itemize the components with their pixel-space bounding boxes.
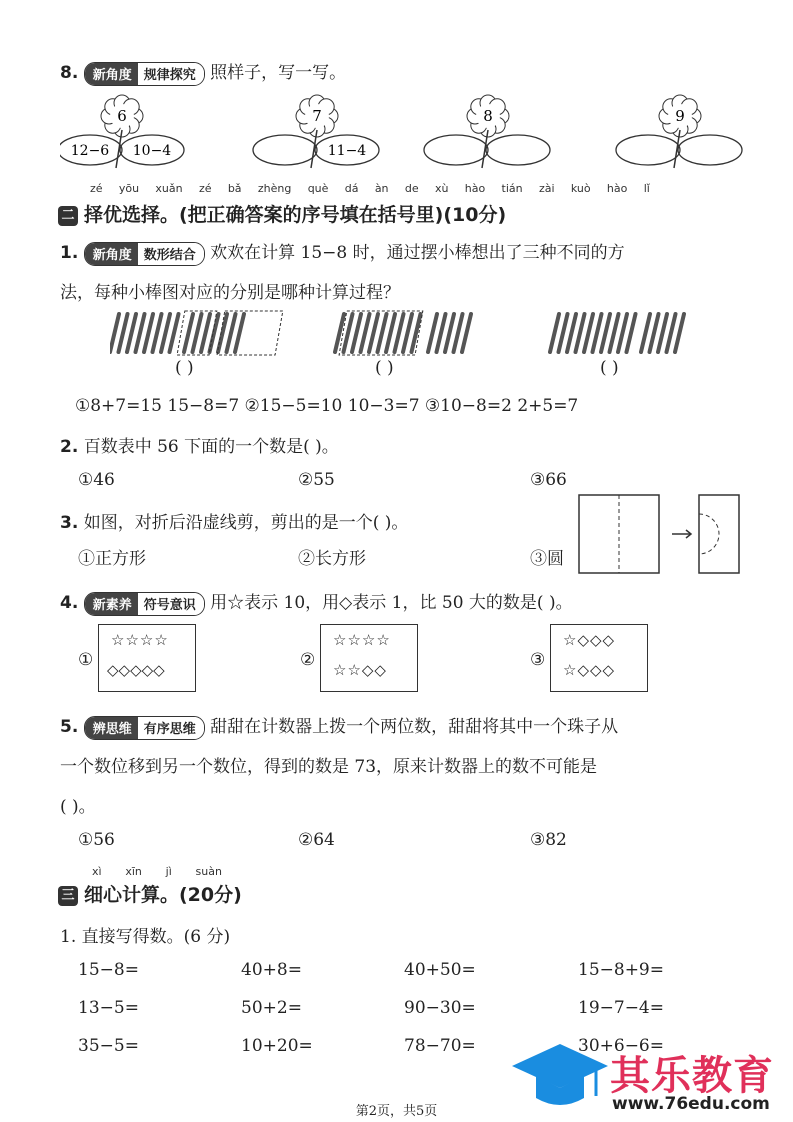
flower-figure [424, 95, 550, 168]
sec2-pinyin [90, 182, 650, 195]
stick [567, 314, 576, 352]
pinyin-syllable: zhèng [257, 182, 292, 195]
tag-b: 有序思维 [138, 717, 204, 739]
stick [153, 314, 162, 352]
q8-number: 8. [60, 63, 79, 83]
p1-options: ①8+7=15 15−8=7 ②15−5=10 10−3=7 ③10−8=2 2+5=7 [75, 396, 579, 416]
p2-text: 百数表中 56 下面的一个数是( )。 [83, 437, 339, 457]
p1-tag [84, 242, 205, 266]
p3-option-1[interactable]: ①正方形 [78, 549, 146, 569]
stick [428, 314, 437, 352]
p5-option-1[interactable]: ①56 [78, 830, 115, 850]
stick [667, 314, 676, 352]
stick [584, 314, 593, 352]
stick [201, 314, 210, 352]
calc-item[interactable]: 10+20= [241, 1036, 313, 1056]
tag-a: 辨思维 [85, 717, 138, 739]
pinyin-syllable: xì [92, 865, 102, 878]
calc-item[interactable]: 50+2= [241, 998, 302, 1018]
stick [675, 314, 684, 352]
flower-figure [616, 95, 742, 168]
stick [161, 314, 170, 352]
leaf-right-text: 11−4 [327, 143, 367, 159]
leaf-right-text: 10−4 [132, 143, 172, 159]
p5-line3: ( )。 [60, 797, 96, 817]
stick [462, 314, 471, 352]
p4-option-3-box[interactable] [550, 624, 648, 692]
pinyin-syllable: zé [90, 182, 103, 195]
stick [559, 314, 568, 352]
tag-b: 数形结合 [138, 243, 204, 265]
stick [369, 314, 378, 352]
calc-item[interactable]: 90−30= [404, 998, 476, 1018]
pinyin-syllable: yōu [118, 182, 140, 195]
tag-a: 新素养 [85, 593, 138, 615]
p5-tag [84, 716, 205, 740]
p4-option-2-label[interactable]: ② [300, 650, 316, 670]
stick [593, 314, 602, 352]
p5-option-3[interactable]: ③82 [530, 830, 567, 850]
mixed-row: ☆☆◇◇ [333, 661, 387, 679]
p3-text: 如图，对折后沿虚线剪，剪出的是一个( )。 [83, 513, 409, 533]
stick [170, 314, 179, 352]
section-2-title [58, 200, 506, 227]
section-3-text: 细心计算。(20分) [84, 884, 242, 906]
watermark-brand: 其乐教育 [610, 1053, 774, 1099]
stick [235, 314, 244, 352]
calc-item[interactable]: 30+6−6= [578, 1036, 664, 1056]
p3-option-3[interactable]: ③圆 [530, 549, 564, 569]
stick [454, 314, 463, 352]
q8-tag [84, 62, 205, 86]
stick [618, 314, 627, 352]
q8-header [60, 58, 346, 86]
p2-option-2[interactable]: ②55 [298, 470, 335, 490]
leaf-right[interactable] [486, 135, 550, 165]
p1-answer-paren-2[interactable]: ( ) [375, 358, 394, 378]
watermark-url: www.76edu.com [612, 1094, 770, 1114]
p4-option-2-box[interactable] [320, 624, 418, 692]
p1-line1 [60, 238, 625, 266]
stick [110, 314, 119, 352]
pinyin-syllable: zài [538, 182, 555, 195]
p4-tag [84, 592, 205, 616]
stick [610, 314, 619, 352]
flower-center-number: 6 [117, 107, 127, 125]
diamonds-row: ◇◇◇◇◇ [107, 661, 165, 679]
tag-a: 新角度 [85, 243, 138, 265]
pinyin-syllable: xù [434, 182, 449, 195]
pinyin-syllable: hào [606, 182, 628, 195]
mixed-row: ☆◇◇◇ [563, 661, 616, 679]
page-footer: 第2页，共5页 [355, 1104, 438, 1119]
leaf-left[interactable] [616, 135, 680, 165]
stick [627, 314, 636, 352]
tag-b: 规律探究 [138, 63, 204, 85]
q8-text: 照样子，写一写。 [210, 63, 347, 83]
q8-flowers [60, 90, 760, 170]
stick [227, 314, 236, 352]
p5-number: 5. [60, 717, 79, 737]
fold-cut-figure [578, 494, 743, 576]
p3-number: 3. [60, 513, 79, 533]
pinyin-syllable: xīn [125, 865, 142, 878]
p2-option-1[interactable]: ①46 [78, 470, 115, 490]
stick [437, 314, 446, 352]
pinyin-syllable: suàn [195, 865, 222, 878]
p3-option-2[interactable]: ②长方形 [298, 549, 366, 569]
stick [576, 314, 585, 352]
p5-text1: 甜甜在计数器上拨一个两位数，甜甜将其中一个珠子从 [210, 717, 619, 737]
stick [658, 314, 667, 352]
p1-text1: 欢欢在计算 15−8 时，通过摆小棒想出了三种不同的方 [210, 243, 625, 263]
flower-figure [253, 95, 379, 168]
calc-item[interactable]: 35−5= [78, 1036, 139, 1056]
leaf-left-text: 12−6 [70, 143, 110, 159]
p2-question [60, 432, 339, 457]
section-3-icon: 三 [58, 886, 78, 906]
calc-item[interactable]: 19−7−4= [578, 998, 664, 1018]
pinyin-syllable: xuǎn [155, 182, 183, 195]
pinyin-syllable: hào [464, 182, 486, 195]
calc-item[interactable]: 78−70= [404, 1036, 476, 1056]
leaf-left[interactable] [424, 135, 488, 165]
p1-answer-paren-1[interactable]: ( ) [175, 358, 194, 378]
flower-center-number: 7 [312, 107, 322, 125]
pinyin-syllable: kuò [570, 182, 591, 195]
tag-b: 符号意识 [138, 593, 204, 615]
stick [386, 314, 395, 352]
leaf-right[interactable] [678, 135, 742, 165]
pinyin-syllable: tián [501, 182, 523, 195]
section-3-title [58, 880, 242, 907]
stick [184, 314, 193, 352]
tag-a: 新角度 [85, 63, 138, 85]
stick-figures [110, 310, 710, 360]
flower-figure [60, 95, 184, 168]
pinyin-syllable: lǐ [643, 182, 650, 195]
pinyin-syllable: de [404, 182, 419, 195]
flower-center-number: 9 [675, 107, 685, 125]
stick [650, 314, 659, 352]
p5-line2: 一个数位移到另一个数位，得到的数是 73，原来计数器上的数不可能是 [60, 757, 598, 777]
sec3-pinyin [92, 865, 222, 878]
calc-item[interactable]: 15−8+9= [578, 960, 664, 980]
c1-title: 1. 直接写得数。(6 分) [60, 927, 231, 947]
stick [445, 314, 454, 352]
leaf-left[interactable] [253, 135, 317, 165]
p2-number: 2. [60, 437, 79, 457]
pinyin-syllable: jì [165, 865, 172, 878]
p4-option-1-label[interactable]: ① [78, 650, 94, 670]
pinyin-syllable: què [307, 182, 329, 195]
section-2-icon: 二 [58, 206, 78, 226]
stick [550, 314, 559, 352]
p5-option-2[interactable]: ②64 [298, 830, 335, 850]
calc-item[interactable]: 40+8= [241, 960, 302, 980]
stick [378, 314, 387, 352]
mixed-row: ☆◇◇◇ [563, 631, 616, 649]
stick [641, 314, 650, 352]
p1-answer-paren-3[interactable]: ( ) [600, 358, 619, 378]
p5-line1 [60, 712, 618, 740]
stick [352, 314, 361, 352]
stick [193, 314, 202, 352]
flower-center-number: 8 [483, 107, 493, 125]
p3-question [60, 508, 408, 533]
stick [395, 314, 404, 352]
stick [361, 314, 370, 352]
stick [403, 314, 412, 352]
p4-number: 4. [60, 593, 79, 613]
pinyin-syllable: dá [344, 182, 359, 195]
section-2-text: 择优选择。(把正确答案的序号填在括号里)(10分) [84, 204, 507, 226]
stick [218, 314, 227, 352]
pinyin-syllable: àn [374, 182, 389, 195]
p1-line2: 法，每种小棒图对应的分别是哪种计算过程？ [60, 283, 400, 303]
stick [601, 314, 610, 352]
stars-row: ☆☆☆☆ [333, 631, 391, 649]
p1-number: 1. [60, 243, 79, 263]
p4-text: 用☆表示 10，用◇表示 1，比 50 大的数是( )。 [210, 593, 573, 613]
calc-item[interactable]: 13−5= [78, 998, 139, 1018]
stick [127, 314, 136, 352]
calc-item[interactable]: 15−8= [78, 960, 139, 980]
stick [144, 314, 153, 352]
p4-question [60, 588, 573, 616]
stick [136, 314, 145, 352]
calc-item[interactable]: 40+50= [404, 960, 476, 980]
stick [119, 314, 128, 352]
p4-option-1-box[interactable] [98, 624, 196, 692]
p2-option-3[interactable]: ③66 [530, 470, 567, 490]
stars-row: ☆☆☆☆ [111, 631, 169, 649]
pinyin-syllable: bǎ [227, 182, 242, 195]
pinyin-syllable: zé [198, 182, 212, 195]
p4-option-3-label[interactable]: ③ [530, 650, 546, 670]
